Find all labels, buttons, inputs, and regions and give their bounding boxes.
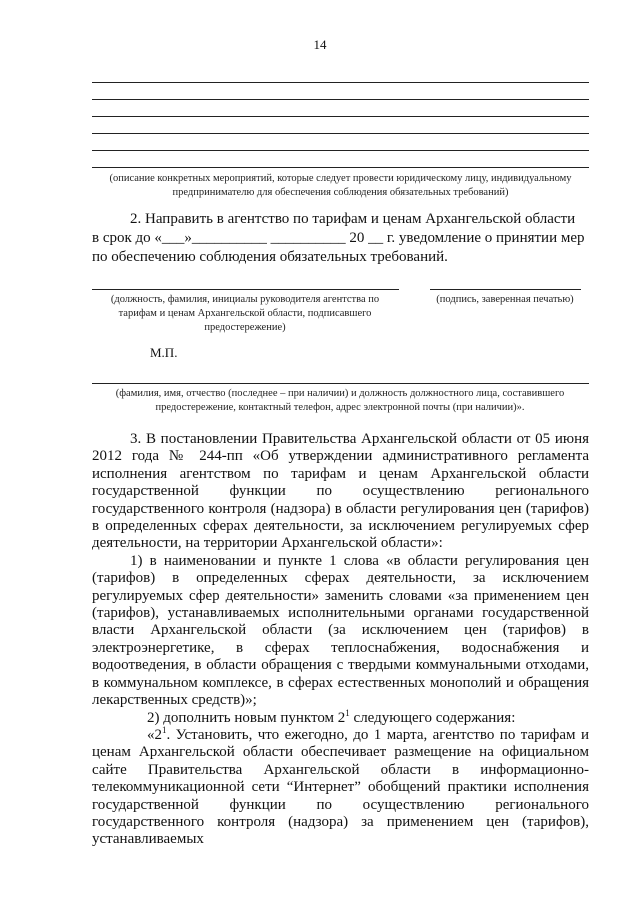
blank-line — [92, 99, 589, 100]
blank-line — [92, 167, 589, 168]
official-caption: (фамилия, имя, отчество (последнее – при наличии) и должность должностного лица, составившего предостережение, контактный телефон, адрес электронной почты (при наличии)». — [115, 388, 565, 413]
subitem-2-text: 2) дополнить новым пунктом 2 — [147, 709, 346, 726]
quoted-point — [92, 724, 589, 849]
stamp-place: М.П. — [150, 345, 178, 360]
measures-caption: (описание конкретных мероприятий, которые следует провести юридическому лицу, индивидуальному предпринимателю для обеспечения соблюдения обязательных требований) — [109, 173, 572, 198]
blank-line — [92, 150, 589, 151]
blank-line — [92, 133, 589, 134]
blank-line — [92, 116, 589, 117]
item2-line1: 2. Направить в агентство по тарифам и ценам Архангельской области — [130, 211, 576, 227]
quoted-point-text: . Установить, что ежегодно, до 1 марта, агентство по тарифам и ценам Архангельской области обеспечивает размещение на официальном сайте Правительства Архангельской области в информационно-телекоммуникационной сети “Интернет” обобщений практики исполнения государственной функции по осуществлению регионального государственного контроля (надзора) за применением цен (тарифов), устанавливаемых — [92, 726, 589, 848]
subitem-1: 1) в наименовании и пункте 1 слова «в области регулирования цен (тарифов) в определенных сферах деятельности, за исключением регулируемых сфер деятельности» заменить словами «за применением цен (тарифов), устанавливаемых исполнительными органами государственной власти Архангельской области (за исключением цен (тарифов) в электроэнергетике, в сферах теплоснабжения, водоснабжения и водоотведения, в области обращения с твердыми коммунальными отходами, в коммунальном комплексе, в сферах естественных монополий и обращения лекарственных средств)»; — [92, 552, 589, 709]
signatory-caption: (должность, фамилия, инициалы руководителя агентства по тарифам и ценам Архангельской области, подписавшего предостережение) — [110, 294, 380, 333]
blank-line — [92, 82, 589, 83]
page-number: 14 — [313, 37, 327, 52]
item2-line3: по обеспечению соблюдения обязательных требований. — [92, 249, 448, 265]
signatory-line — [92, 289, 399, 290]
quoted-point-sup: 1 — [162, 724, 167, 735]
subitem-2-rest: следующего содержания: — [349, 709, 516, 726]
signature-caption: (подпись, заверенная печатью) — [436, 294, 574, 305]
document-body — [92, 431, 589, 849]
subitem-2-sup: 1 — [345, 707, 350, 718]
paragraph-3: 3. В постановлении Правительства Архангельской области от 05 июня 2012 года № 244-пп «Об утверждении административного регламента исполнения агентством по тарифам и ценам Архангельской области государственной функции по осуществлению регионального государственного контроля (надзора) в области регулирования цен (тарифов) в определенных сферах деятельности, за исключением регулируемых сфер деятельности, на территории Архангельской области»: — [92, 431, 589, 552]
signature-line — [430, 289, 581, 290]
official-line — [92, 383, 589, 384]
item2-line2: в срок до «___»__________ __________ 20 __ г. уведомление о принятии мер — [92, 230, 585, 246]
quoted-point-open: «2 — [147, 726, 162, 743]
